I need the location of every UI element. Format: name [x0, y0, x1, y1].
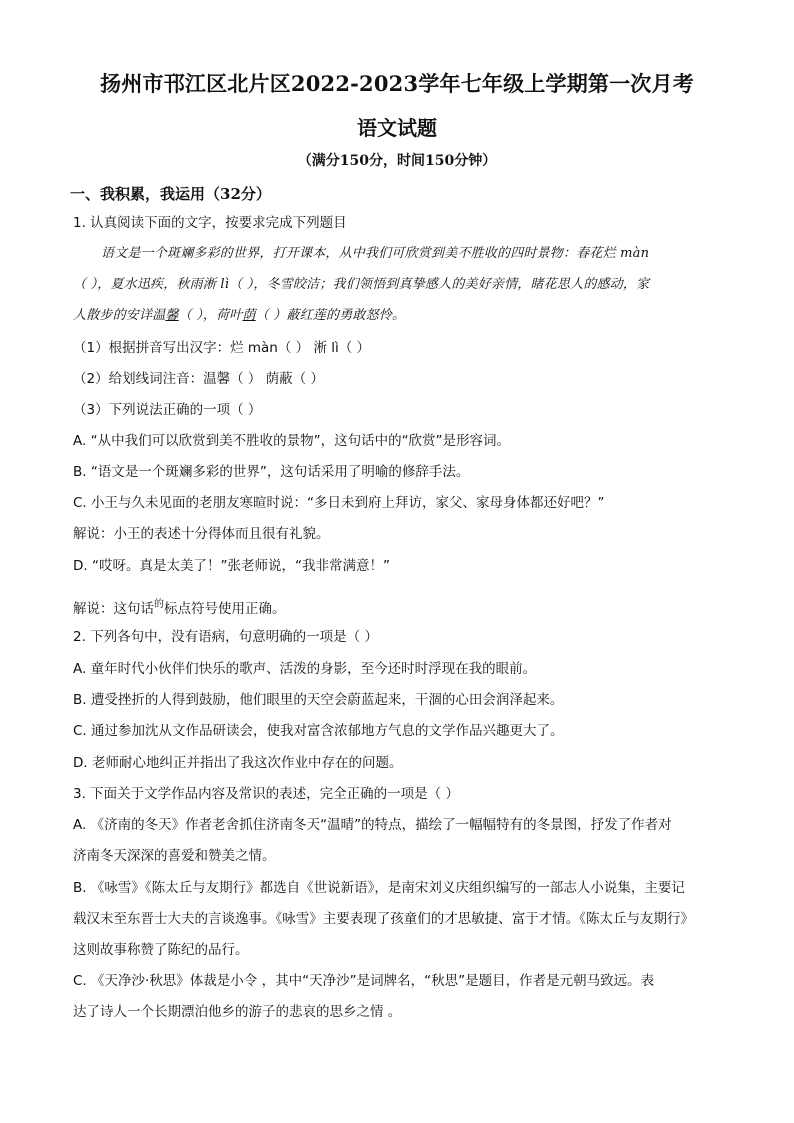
q3-option-c-line1: C. 《天净沙·秋思》体裁是小令 ，其中“天净沙”是词牌名，“秋思”是题目，作者是元朝马致远。表: [73, 973, 655, 989]
q3-option-b-line3: 这则故事称赞了陈纪的品行。: [73, 942, 249, 958]
note-superscript: 的: [154, 599, 164, 610]
q3-option-a-line1: A. 《济南的冬天》作者老舍抓住济南冬天“温晴”的特点，描绘了一幅幅特有的冬景图，抒发了作者对: [73, 817, 672, 833]
section-heading: 一、我积累，我运用（32分）: [70, 185, 271, 203]
exam-subtitle: 语文试题: [357, 116, 437, 140]
passage-text: （ ），荷叶: [178, 308, 243, 323]
q3-option-b-line1: B. 《咏雪》《陈太丘与友期行》都选自《世说新语》，是南宋刘义庆组织编写的一部志人小说集，主要记: [73, 880, 685, 896]
q1-passage-line3: [73, 307, 725, 325]
q3-option-b-line2: 载汉末至东晋士大夫的言谈逸事。《咏雪》主要表现了孩童们的才思敏捷、富于才情。《陈太丘与友期行》: [73, 911, 694, 927]
q1-option-c: C. 小王与久未见面的老朋友寒暄时说：“多日未到府上拜访，家父、家母身体都还好吧？”: [73, 495, 605, 511]
underlined-char-yin: 荫: [242, 308, 256, 323]
q1-passage-line1: 语文是一个斑斓多彩的世界，打开课本，从中我们可欣赏到美不胜收的四时景物：春花烂 màn: [101, 246, 650, 261]
q1-option-b: B. “语文是一个斑斓多彩的世界”，这句话采用了明喻的修辞手法。: [73, 464, 470, 480]
note-text: 解说：这句话: [73, 601, 154, 617]
q3-option-a-line2: 济南冬天深深的喜爱和赞美之情。: [73, 848, 276, 864]
note-text: 标点符号使用正确。: [164, 601, 286, 617]
q2-option-b: B. 遭受挫折的人得到鼓励，他们眼里的天空会蔚蓝起来，干涸的心田会润泽起来。: [73, 692, 564, 708]
q1-sub2: （2）给划线词注音：温馨（ ） 荫蔽（ ）: [73, 371, 324, 387]
q2-option-c: C. 通过参加沈从文作品研读会，使我对富含浓郁地方气息的文学作品兴趣更大了。: [73, 723, 564, 739]
q1-option-c-note: 解说：小王的表述十分得体而且很有礼貌。: [73, 526, 330, 542]
q1-option-d: D. “哎呀。真是太美了！”张老师说，“我非常满意！”: [73, 558, 390, 574]
q1-sub3: （3）下列说法正确的一项（ ）: [73, 402, 262, 418]
passage-text: 人散步的安详温: [73, 308, 166, 323]
q3-stem: 3. 下面关于文学作品内容及常识的表述，完全正确的一项是（ ）: [73, 786, 459, 802]
q1-passage-line2: （ ），夏水迅疾，秋雨淅 lì（ ），冬雪皎洁；我们领悟到真挚感人的美好亲情，睹花思人的感动，家: [73, 277, 650, 292]
exam-title: 扬州市邗江区北片区2022-2023学年七年级上学期第一次月考: [100, 71, 694, 96]
q1-option-d-note: [73, 596, 725, 618]
underlined-char-xin: 馨: [165, 308, 179, 323]
score-time-note: （满分150分，时间150分钟）: [297, 153, 497, 169]
q1-stem: 1. 认真阅读下面的文字，按要求完成下列题目: [73, 215, 347, 231]
q2-stem: 2. 下列各句中，没有语病，句意明确的一项是（ ）: [73, 629, 378, 645]
q1-sub1: （1）根据拼音写出汉字：烂 màn（ ） 淅 lì（ ）: [73, 340, 371, 356]
passage-text: （ ）蔽红莲的勇敢怒怜。: [255, 308, 406, 323]
q2-option-a: A. 童年时代小伙伴们快乐的歌声、活泼的身影，至今还时时浮现在我的眼前。: [73, 661, 537, 677]
q2-option-d: D. 老师耐心地纠正并指出了我这次作业中存在的问题。: [73, 755, 403, 771]
q3-option-c-line2: 达了诗人一个长期漂泊他乡的游子的悲哀的思乡之情 。: [73, 1004, 402, 1020]
q1-option-a: A. “从中我们可以欣赏到美不胜收的景物”，这句话中的“欣赏”是形容词。: [73, 433, 511, 449]
